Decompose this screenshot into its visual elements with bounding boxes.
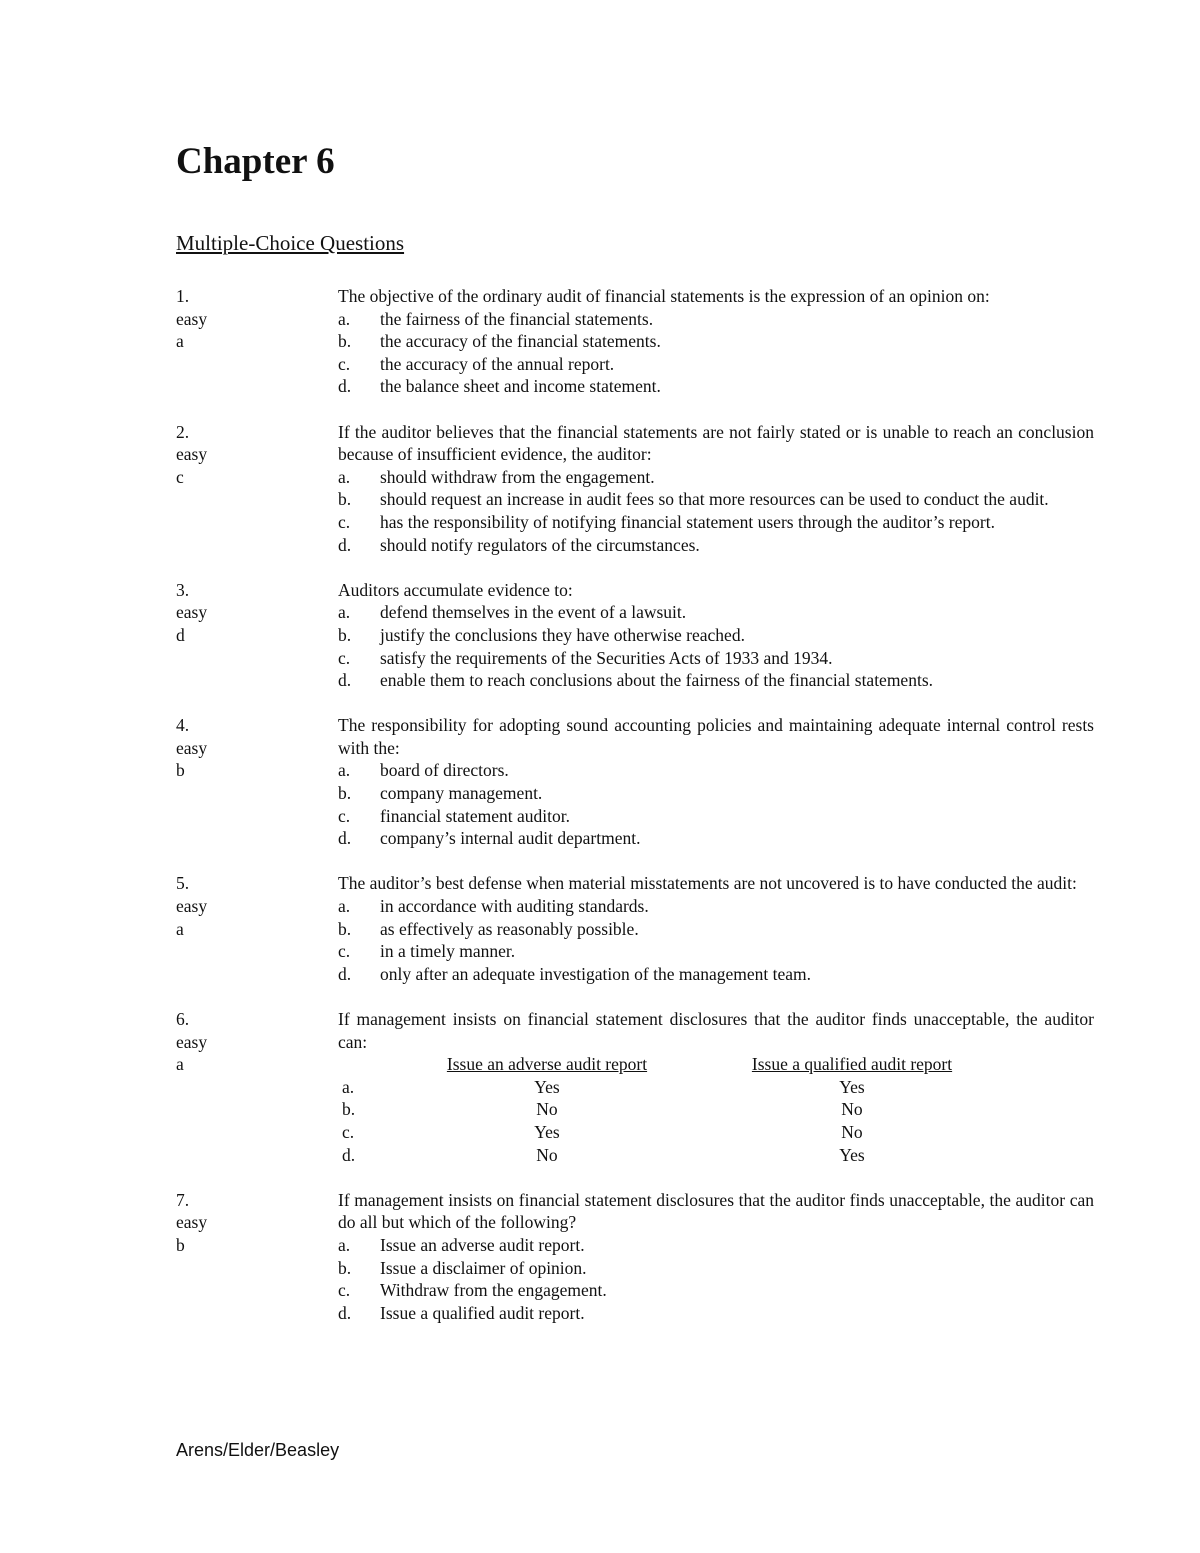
grid-cell-qualified: Yes	[839, 1076, 865, 1097]
answer-option	[338, 1257, 1094, 1280]
option-text: defend themselves in the event of a lawsuit.	[380, 602, 687, 623]
answer-option	[338, 918, 1094, 941]
option-text: Issue an adverse audit report.	[380, 1234, 585, 1255]
answer-option	[338, 375, 1094, 398]
option-text: the accuracy of the annual report.	[380, 353, 615, 374]
option-letter: b.	[338, 1257, 352, 1278]
grid-cell-adverse: Yes	[534, 1076, 560, 1097]
grid-option-row	[338, 1121, 1094, 1144]
question-answer: b	[176, 1234, 185, 1255]
question-difficulty: easy	[176, 602, 208, 623]
question-meta	[176, 714, 326, 782]
option-text: Issue a qualified audit report.	[380, 1302, 585, 1323]
option-text: enable them to reach conclusions about the fairness of the financial statements.	[380, 670, 934, 691]
question-body	[338, 579, 1094, 692]
question-number: 1.	[176, 286, 190, 306]
option-letter: b.	[338, 331, 352, 352]
answer-option	[338, 805, 1094, 828]
option-letter: c.	[338, 353, 351, 374]
answer-option	[338, 308, 1094, 331]
option-text: company’s internal audit department.	[380, 828, 641, 849]
grid-option-row	[338, 1144, 1094, 1167]
question-stem: The auditor’s best defense when material misstatements are not uncovered is to have conducted the audit:	[338, 873, 1077, 894]
question-difficulty: easy	[176, 1031, 208, 1052]
question-difficulty: easy	[176, 1212, 208, 1233]
question-body	[338, 285, 1094, 398]
option-letter: b.	[338, 918, 352, 939]
question-meta	[176, 1189, 326, 1257]
answer-option	[338, 511, 1094, 534]
answer-option	[338, 963, 1094, 986]
question-item	[176, 872, 1096, 985]
grid-header-qualified-label: Issue a qualified audit report	[751, 1054, 953, 1075]
option-letter: a.	[338, 896, 351, 917]
question-answer: a	[176, 331, 184, 352]
option-letter: d.	[338, 670, 352, 691]
grid-header-adverse	[392, 1053, 702, 1076]
option-text: in a timely manner.	[380, 941, 516, 962]
question-number: 3.	[176, 579, 190, 600]
grid-option-row	[338, 1098, 1094, 1121]
option-letter: d.	[338, 963, 352, 984]
answer-option	[338, 1279, 1094, 1302]
question-difficulty: easy	[176, 308, 208, 329]
question-stem: If management insists on financial statement disclosures that the auditor finds unacceptable, the auditor can do all but which of the following?	[338, 1189, 1094, 1233]
option-letter: b.	[338, 624, 352, 645]
option-letter: d.	[338, 1302, 352, 1323]
grid-header-qualified	[702, 1053, 1002, 1076]
grid-cell-qualified: No	[841, 1121, 863, 1142]
question-list	[176, 285, 1096, 1347]
option-letter: a.	[338, 760, 351, 781]
question-meta	[176, 285, 326, 353]
question-stem: If the auditor believes that the financial statements are not fairly stated or is unable to reach an conclusion because of insufficient evidence, the auditor:	[338, 421, 1094, 465]
answer-option	[338, 624, 1094, 647]
answer-option	[338, 1302, 1094, 1325]
question-meta	[176, 1008, 326, 1076]
answer-option	[338, 647, 1094, 670]
grid-cell-adverse: No	[536, 1099, 558, 1120]
option-letter: a.	[338, 602, 351, 623]
option-text: should withdraw from the engagement.	[380, 466, 655, 487]
option-text: satisfy the requirements of the Securities Acts of 1933 and 1934.	[380, 647, 833, 668]
question-difficulty: easy	[176, 737, 208, 758]
option-letter: a.	[342, 1076, 355, 1097]
question-answer: a	[176, 1054, 184, 1075]
question-item	[176, 579, 1096, 692]
grid-header-row	[338, 1053, 1094, 1076]
option-letter: c.	[338, 941, 351, 962]
option-letter: c.	[342, 1121, 355, 1142]
option-letter: a.	[338, 1234, 351, 1255]
question-difficulty: easy	[176, 896, 208, 917]
option-letter: d.	[338, 534, 352, 555]
chapter-title: Chapter 6	[176, 141, 335, 182]
option-letter: a.	[338, 466, 351, 487]
question-meta	[176, 872, 326, 940]
question-answer: c	[176, 466, 184, 487]
option-text: as effectively as reasonably possible.	[380, 918, 639, 939]
question-body	[338, 421, 1094, 557]
option-letter: b.	[342, 1099, 356, 1120]
answer-option	[338, 759, 1094, 782]
grid-cell-adverse: Yes	[534, 1121, 560, 1142]
option-text: Issue a disclaimer of opinion.	[380, 1257, 587, 1278]
question-meta	[176, 421, 326, 489]
option-text: the accuracy of the financial statements.	[380, 331, 661, 352]
question-answer: a	[176, 918, 184, 939]
option-text: the fairness of the financial statements.	[380, 308, 654, 329]
question-number: 5.	[176, 873, 190, 894]
option-letter: d.	[338, 376, 352, 397]
question-item	[176, 1189, 1096, 1325]
grid-option-row	[338, 1076, 1094, 1099]
question-stem: The objective of the ordinary audit of financial statements is the expression of an opinion on:	[338, 286, 990, 306]
question-number: 2.	[176, 421, 190, 442]
option-text: has the responsibility of notifying financial statement users through the auditor’s report.	[380, 511, 995, 532]
option-letter: c.	[338, 511, 351, 532]
answer-option	[338, 488, 1094, 511]
answer-option	[338, 466, 1094, 489]
answer-option	[338, 940, 1094, 963]
question-difficulty: easy	[176, 444, 208, 465]
question-stem: If management insists on financial statement disclosures that the auditor finds unacceptable, the auditor can:	[338, 1009, 1094, 1052]
answer-option	[338, 353, 1094, 376]
option-text: board of directors.	[380, 760, 509, 781]
answer-option	[338, 827, 1094, 850]
grid-header-adverse-label: Issue an adverse audit report	[446, 1054, 648, 1075]
option-letter: a.	[338, 308, 351, 329]
question-body	[338, 1008, 1094, 1166]
question-item	[176, 1008, 1096, 1166]
question-item	[176, 285, 1096, 398]
option-text: justify the conclusions they have otherwise reached.	[380, 624, 745, 645]
option-text: only after an adequate investigation of the management team.	[380, 963, 812, 984]
option-letter: c.	[338, 805, 351, 826]
option-text: company management.	[380, 783, 543, 804]
answer-option	[338, 601, 1094, 624]
grid-cell-qualified: Yes	[839, 1144, 865, 1165]
question-item	[176, 421, 1096, 557]
option-letter: b.	[338, 783, 352, 804]
question-body	[338, 872, 1094, 985]
question-number: 4.	[176, 715, 190, 736]
option-text: should request an increase in audit fees so that more resources can be used to conduct the audit.	[380, 489, 1049, 510]
answer-option	[338, 1234, 1094, 1257]
question-item	[176, 714, 1096, 850]
question-stem: Auditors accumulate evidence to:	[338, 579, 573, 600]
footer-authors: Arens/Elder/Beasley	[176, 1440, 340, 1460]
option-letter: c.	[338, 1280, 351, 1301]
option-text: the balance sheet and income statement.	[380, 376, 661, 397]
question-number: 7.	[176, 1189, 190, 1210]
answer-option	[338, 669, 1094, 692]
question-meta	[176, 579, 326, 647]
option-letter: b.	[338, 489, 352, 510]
option-text: financial statement auditor.	[380, 805, 571, 826]
answer-option	[338, 330, 1094, 353]
grid-cell-qualified: No	[841, 1099, 863, 1120]
question-body	[338, 714, 1094, 850]
option-text: Withdraw from the engagement.	[380, 1280, 607, 1301]
option-letter: d.	[342, 1144, 356, 1165]
option-text: should notify regulators of the circumstances.	[380, 534, 700, 555]
answer-option	[338, 534, 1094, 557]
question-number: 6.	[176, 1009, 190, 1029]
answer-option	[338, 895, 1094, 918]
section-heading: Multiple-Choice Questions	[176, 231, 405, 255]
question-body	[338, 1189, 1094, 1325]
option-text: in accordance with auditing standards.	[380, 896, 649, 917]
grid-cell-adverse: No	[536, 1144, 558, 1165]
question-answer: d	[176, 624, 185, 645]
question-answer: b	[176, 760, 185, 781]
question-stem: The responsibility for adopting sound accounting policies and maintaining adequate internal control rests with the:	[338, 715, 1094, 758]
answer-option	[338, 782, 1094, 805]
option-letter: d.	[338, 828, 352, 849]
option-letter: c.	[338, 647, 351, 668]
